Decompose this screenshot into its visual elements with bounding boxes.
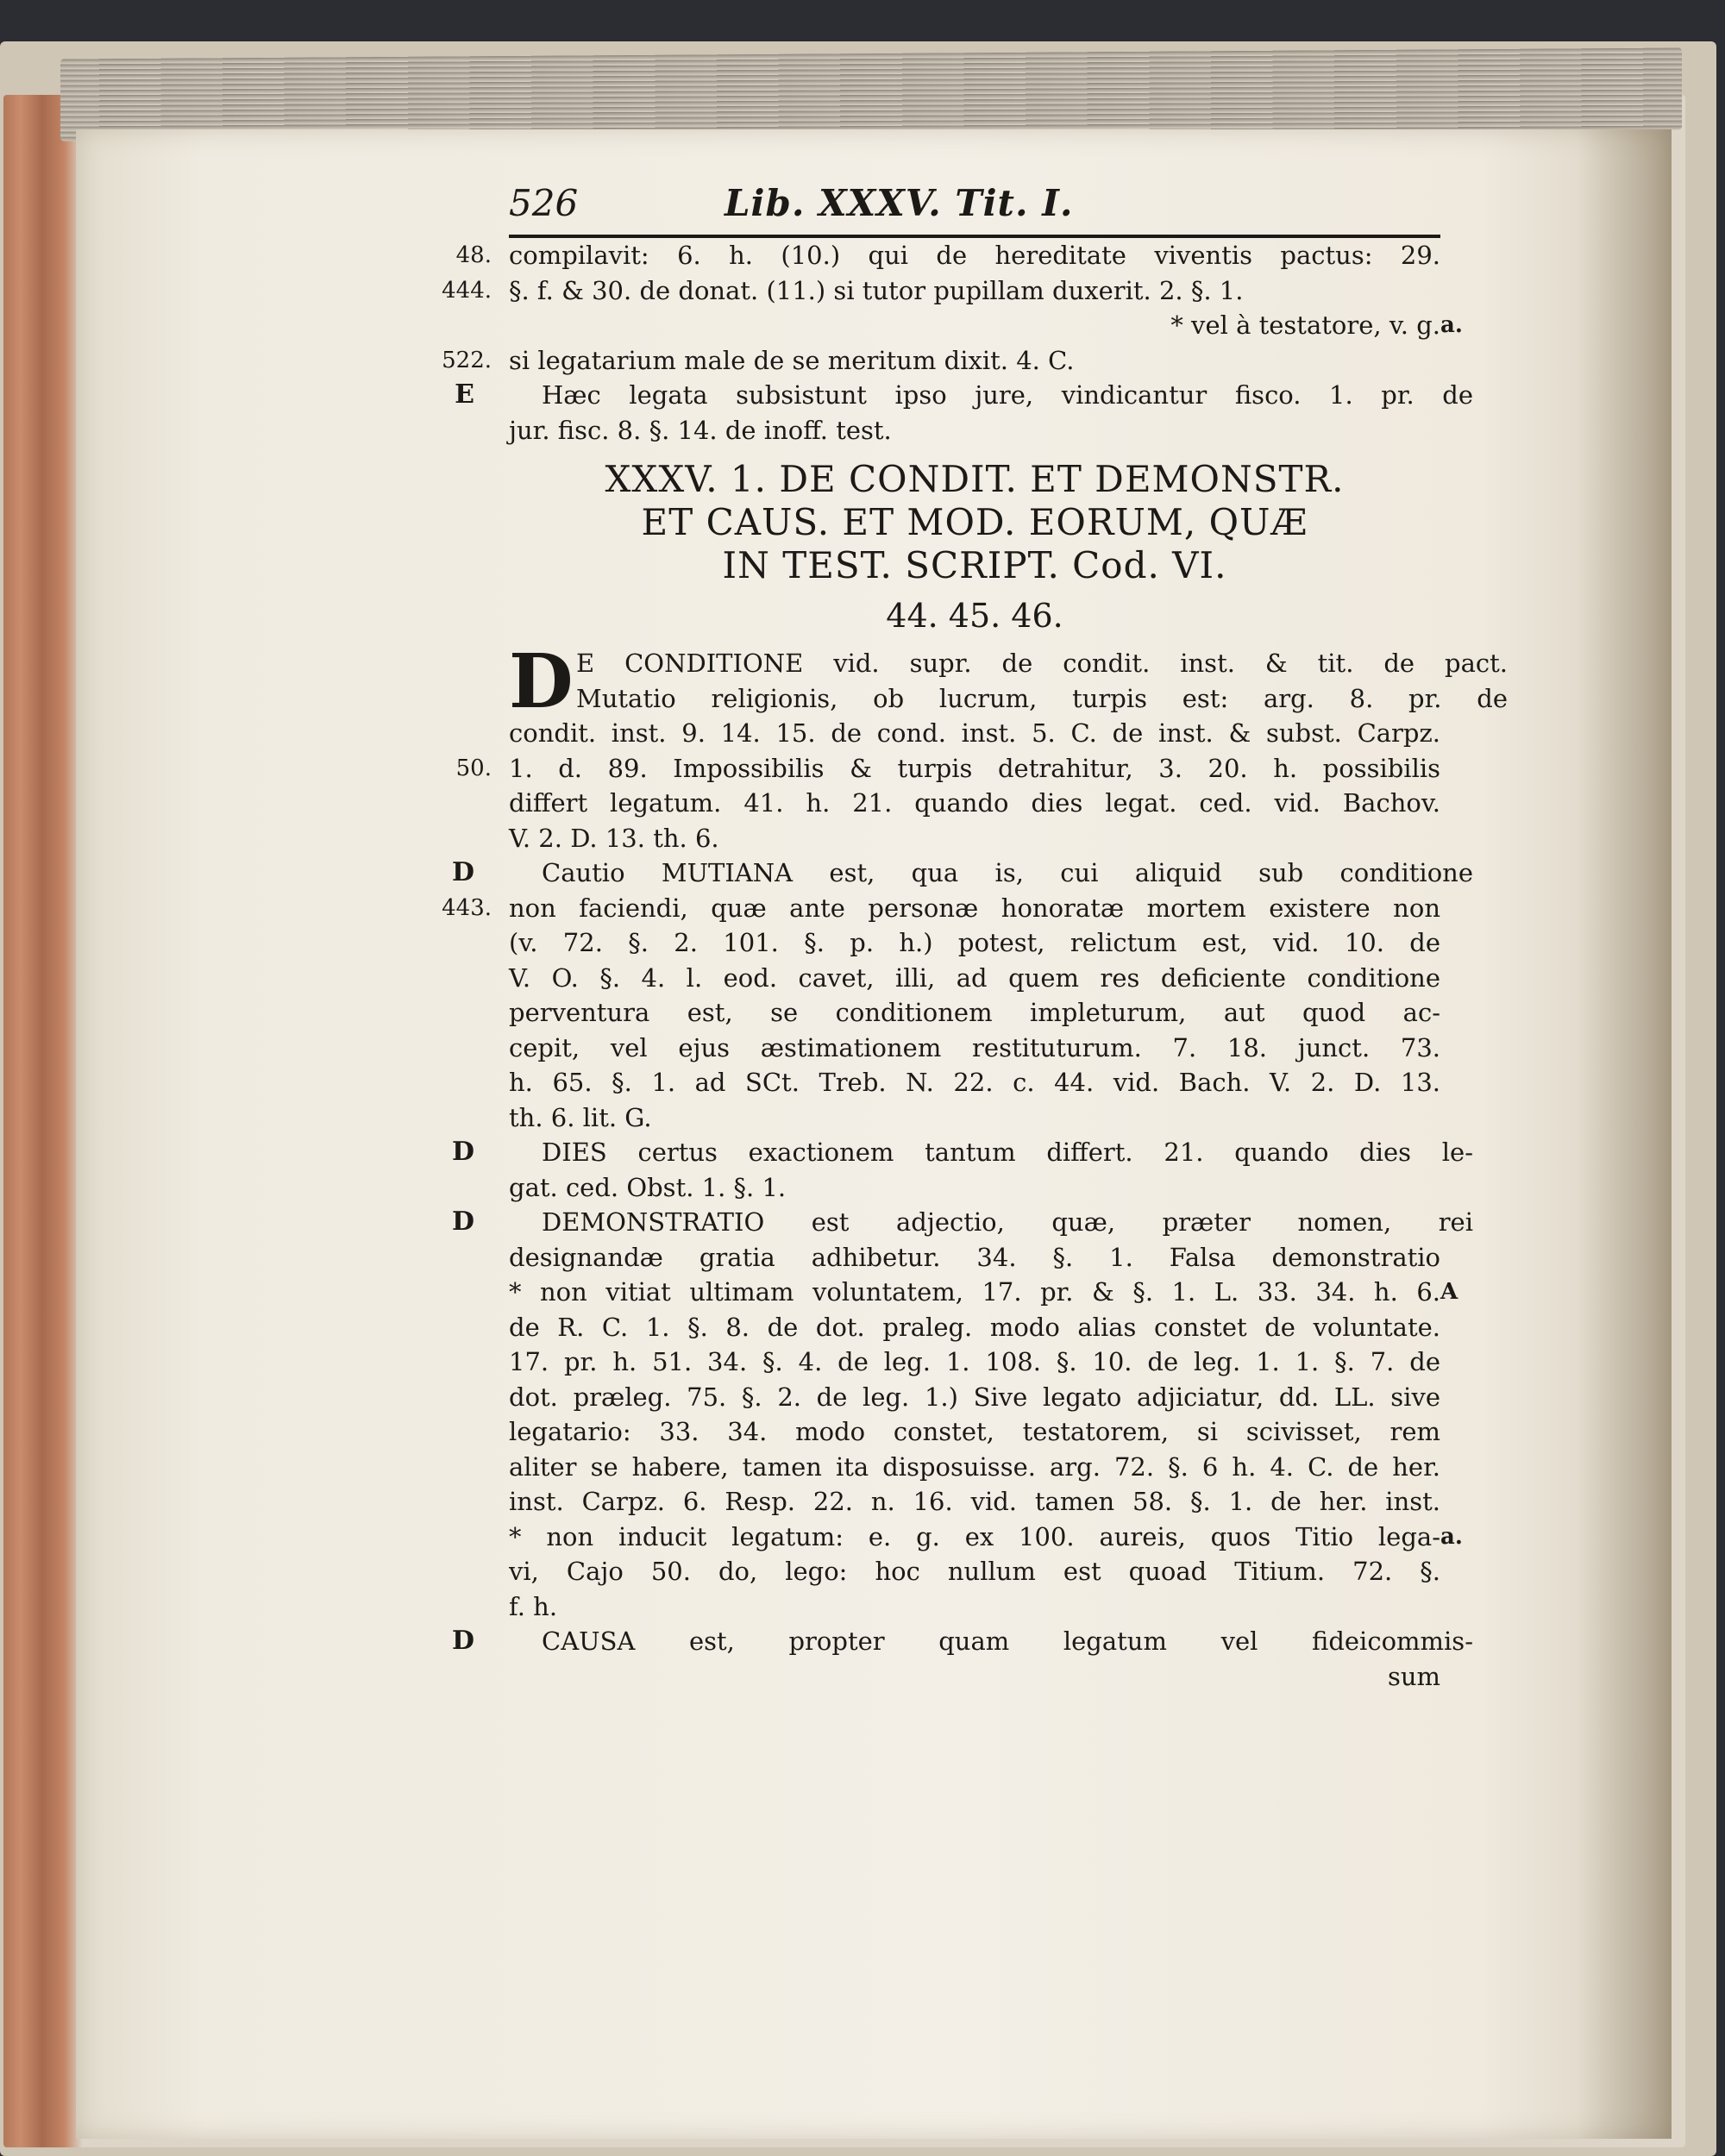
margin-note: 443.: [442, 894, 492, 921]
running-head: [509, 181, 1440, 238]
right-margin-note: a.: [1440, 312, 1463, 338]
margin-note: 50.: [455, 755, 492, 781]
margin-note: 522.: [442, 347, 492, 373]
margin-note: 444.: [442, 277, 492, 304]
line-text: §. f. & 30. de donat. (11.) si tutor pupillam duxerit. 2. §. 1.: [509, 275, 1244, 305]
line-text: si legatarium male de se meritum dixit. 4. C.: [509, 345, 1075, 375]
margin-note: D: [451, 1626, 474, 1656]
line-text: dot. præleg. 75. §. 2. de leg. 1.) Sive legato adjiciatur, dd. LL. sive: [509, 1382, 1440, 1412]
text-line: [442, 273, 1440, 309]
text-line: [509, 1589, 1440, 1625]
text-line: [509, 1065, 1440, 1100]
section-numbers: 44. 45. 46.: [886, 597, 1063, 635]
drop-capital: D: [509, 638, 574, 725]
line-text: DEMONSTRATIO est adjectio, quæ, præter nomen, rei: [542, 1207, 1473, 1237]
text-line: [509, 308, 1463, 343]
line-text: non faciendi, quæ ante personæ honoratæ mortem existere non: [509, 893, 1440, 923]
text-line: [509, 1275, 1458, 1310]
section-title-line-1: XXXV. 1. DE CONDIT. ET DEMONSTR.: [605, 458, 1345, 500]
line-text: Hæc legata subsistunt ipso jure, vindicantur fisco. 1. pr. de: [542, 380, 1473, 410]
line-text: differt legatum. 41. h. 21. quando dies legat. ced. vid. Bachov.: [509, 788, 1440, 818]
line-text: legatario: 33. 34. modo constet, testatorem, si scivisset, rem: [509, 1417, 1440, 1446]
text-line: [451, 1624, 1473, 1659]
line-text: inst. Carpz. 6. Resp. 22. n. 16. vid. tamen 58. §. 1. de her. inst.: [509, 1487, 1440, 1516]
page-gutter-shadow: [1577, 129, 1672, 2139]
margin-note: D: [451, 1206, 474, 1237]
text-line: [509, 1344, 1440, 1380]
text-line: [509, 1240, 1440, 1275]
line-text: (v. 72. §. 2. 101. §. p. h.) potest, relictum est, vid. 10. de: [509, 928, 1440, 957]
text-line: [509, 681, 1508, 717]
line-text: aliter se habere, tamen ita disposuisse. arg. 72. §. 6 h. 4. C. de her.: [509, 1451, 1440, 1482]
line-text: condit. inst. 9. 14. 15. de cond. inst. 5. C. de inst. & subst. Carpz.: [509, 718, 1440, 748]
text-line: [442, 343, 1440, 379]
line-text: Cautio MUTIANA est, qua is, cui aliquid sub conditione: [542, 858, 1473, 887]
text-line: [455, 238, 1440, 273]
right-margin-note: a.: [1440, 1523, 1463, 1550]
text-line: [509, 786, 1440, 821]
line-text: * non inducit legatum: e. g. ex 100. aureis, quos Titio lega-: [509, 1521, 1440, 1551]
text-line: [509, 1170, 1440, 1206]
line-text: E CONDITIONE vid. supr. de condit. inst. & tit. de pact.: [576, 649, 1508, 678]
text-line: [509, 1380, 1440, 1415]
line-text: * vel à testatore, v. g.: [1170, 310, 1440, 340]
text-line: [509, 413, 1440, 448]
line-text: gat. ced. Obst. 1. §. 1.: [509, 1172, 787, 1202]
text-line: [455, 751, 1440, 787]
line-text: DIES certus exactionem tantum differt. 21. quando dies le-: [542, 1138, 1473, 1167]
line-text: cepit, vel ejus æstimationem restituturum. 7. 18. junct. 73.: [509, 1032, 1440, 1062]
line-text: h. 65. §. 1. ad SCt. Treb. N. 22. c. 44. vid. Bach. V. 2. D. 13.: [509, 1068, 1440, 1097]
line-text: V. 2. D. 13. th. 6.: [509, 823, 719, 853]
body-text: [442, 638, 1508, 1694]
margin-note: E: [455, 379, 474, 410]
margin-note: D: [451, 857, 474, 887]
section-title: [509, 458, 1440, 587]
text-line: [509, 1659, 1440, 1695]
text-line: [509, 1520, 1463, 1555]
line-text: de R. C. 1. §. 8. de dot. praleg. modo alias constet de voluntate.: [509, 1312, 1440, 1342]
page-number: 526: [509, 182, 579, 224]
text-line: [455, 378, 1473, 413]
text-line: [509, 821, 1440, 856]
line-text: perventura est, se conditionem impleturum, aut quod ac-: [509, 998, 1440, 1027]
text-line: [451, 1135, 1473, 1170]
text-line: [451, 1205, 1473, 1240]
section-title-line-3: IN TEST. SCRIPT. Cod. VI.: [722, 544, 1227, 586]
line-text: compilavit: 6. h. (10.) qui de hereditate viventis pactus: 29.: [509, 241, 1440, 270]
text-line: [509, 1414, 1440, 1450]
right-margin-note: A: [1440, 1279, 1458, 1305]
text-line: [509, 1100, 1440, 1136]
text-line: [509, 1450, 1440, 1485]
line-text: 1. d. 89. Impossibilis & turpis detrahitur, 3. 20. h. possibilis: [509, 753, 1440, 783]
line-text: 17. pr. h. 51. 34. §. 4. de leg. 1. 108. §. 10. de leg. 1. 1. §. 7. de: [509, 1347, 1440, 1376]
line-text: CAUSA est, propter quam legatum vel fideicommis-: [542, 1626, 1473, 1656]
line-text: jur. fisc. 8. §. 14. de inoff. test.: [509, 415, 892, 445]
text-line: [509, 716, 1440, 751]
running-title: Lib. XXXV. Tit. I.: [724, 182, 1074, 224]
text-line: [509, 961, 1440, 996]
text-line: [509, 1484, 1440, 1520]
margin-note: 48.: [455, 242, 492, 268]
section-title-line-2: ET CAUS. ET MOD. EORUM, QUÆ: [641, 501, 1308, 543]
text-line: [442, 891, 1440, 926]
text-line: [509, 1554, 1440, 1589]
text-line: [509, 646, 1508, 681]
line-text: f. h.: [509, 1591, 558, 1621]
line-text: sum: [1387, 1661, 1440, 1691]
line-text: * non vitiat ultimam voluntatem, 17. pr. & §. 1. L. 33. 34. h. 6.: [509, 1277, 1440, 1307]
line-text: Mutatio religionis, ob lucrum, turpis est: arg. 8. pr. de: [576, 683, 1508, 713]
margin-note: D: [451, 1137, 474, 1167]
line-text: vi, Cajo 50. do, lego: hoc nullum est quoad Titium. 72. §.: [509, 1557, 1440, 1586]
text-line: [509, 1310, 1440, 1345]
line-text: th. 6. lit. G.: [509, 1102, 652, 1132]
page-edges-top: [60, 47, 1682, 141]
text-line: [509, 1031, 1440, 1066]
preceding-text: [442, 238, 1473, 448]
page-text-block: [442, 181, 1508, 1694]
text-line: [509, 925, 1440, 961]
text-line: [451, 856, 1473, 891]
line-text: V. O. §. 4. l. eod. cavet, illi, ad quem res deficiente conditione: [509, 962, 1440, 993]
text-line: [509, 995, 1440, 1031]
line-text: designandæ gratia adhibetur. 34. §. 1. Falsa demonstratio: [509, 1242, 1440, 1272]
